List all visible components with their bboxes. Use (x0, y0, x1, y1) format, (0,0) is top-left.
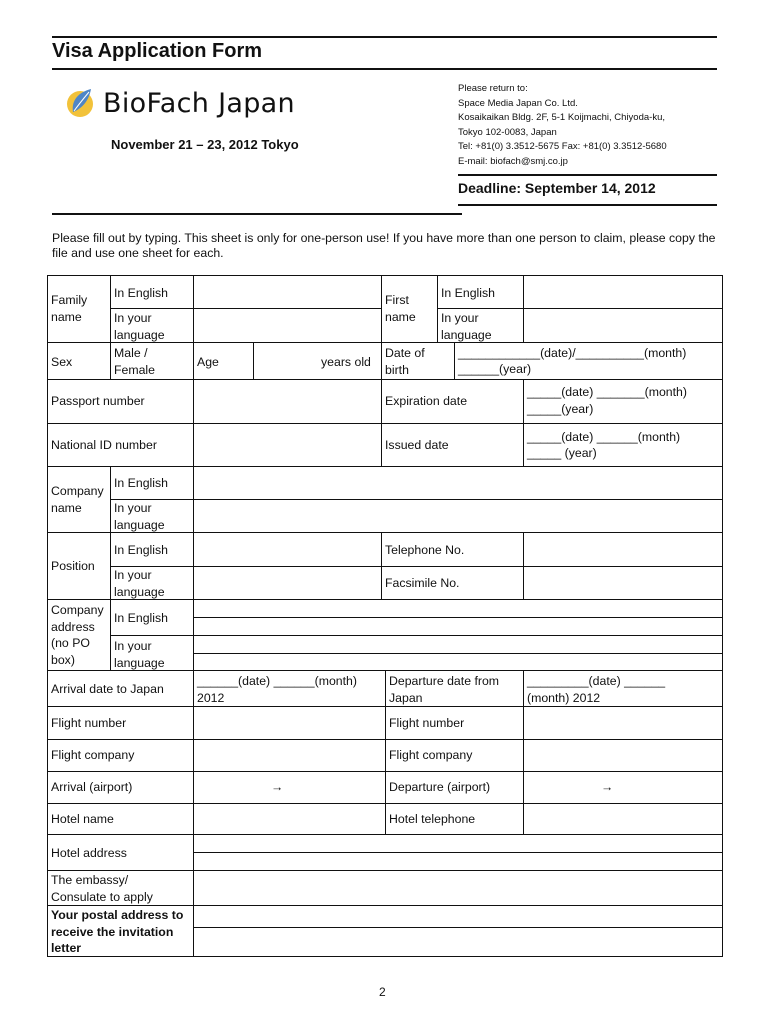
position-native-label: In your language (114, 568, 165, 599)
return-line: Tokyo 102-0083, Japan (458, 126, 557, 138)
family-name-label: Family name (51, 293, 88, 324)
arrival-flight-company-label: Flight company (51, 748, 135, 762)
company-address-label: Company address (no PO box) (51, 603, 104, 667)
arrival-flight-number-field[interactable] (194, 707, 385, 739)
arrival-format-line1[interactable]: ______(date) ______(month) (197, 674, 357, 688)
return-line: E-mail: biofach@smj.co.jp (458, 155, 568, 167)
return-line: Space Media Japan Co. Ltd. (458, 97, 578, 109)
expiration-format-line2[interactable]: _____(year) (527, 402, 594, 416)
hotel-address-field[interactable] (194, 835, 722, 870)
arrival-format-line2[interactable]: 2012 (197, 691, 225, 705)
first-name-native-field[interactable] (524, 309, 722, 342)
departure-format-line2[interactable]: (month) 2012 (527, 691, 601, 705)
age-field[interactable] (254, 343, 318, 379)
family-name-native-field[interactable] (194, 309, 380, 342)
age-label: Age (197, 355, 219, 369)
address-english-label: In English (114, 611, 169, 625)
departure-flight-company-field[interactable] (524, 740, 722, 771)
national-id-label: National ID number (51, 438, 157, 452)
departure-airport-label: Departure (airport) (389, 780, 491, 794)
company-name-label: Company name (51, 484, 104, 515)
departure-date-label: Departure date from Japan (389, 674, 500, 705)
position-english-field[interactable] (194, 533, 380, 566)
postal-address-field[interactable] (194, 906, 722, 956)
return-line: Tel: +81(0) 3.3512-5675 Fax: +81(0) 3.3512-5680 (458, 141, 667, 153)
family-name-native-label: In your language (114, 311, 165, 342)
years-old-label: years old (321, 355, 371, 369)
page-number: 2 (379, 985, 386, 999)
arrival-flight-company-field[interactable] (194, 740, 385, 771)
first-name-english-field[interactable] (524, 276, 722, 308)
address-native-field[interactable] (194, 636, 722, 670)
first-name-english-label: In English (441, 286, 496, 300)
hotel-telephone-label: Hotel telephone (389, 812, 476, 826)
passport-number-label: Passport number (51, 394, 145, 408)
event-date: November 21 – 23, 2012 Tokyo (111, 137, 299, 152)
departure-flight-number-field[interactable] (524, 707, 722, 739)
telephone-label: Telephone No. (385, 543, 465, 557)
expiration-date-label: Expiration date (385, 394, 468, 408)
passport-number-field[interactable] (194, 380, 380, 423)
family-name-english-field[interactable] (194, 276, 380, 308)
first-name-label: First name (385, 293, 416, 324)
hotel-name-field[interactable] (194, 804, 385, 834)
hotel-telephone-field[interactable] (524, 804, 722, 834)
address-native-label: In your language (114, 639, 165, 670)
issued-date-label: Issued date (385, 438, 449, 452)
dob-format-line2[interactable]: ______(year) (458, 362, 532, 376)
facsimile-field[interactable] (524, 567, 722, 599)
hotel-name-label: Hotel name (51, 812, 114, 826)
return-line: Please return to: (458, 83, 528, 94)
first-name-native-label: In your language (441, 311, 492, 342)
issued-format-line1[interactable]: _____(date) ______(month) (527, 430, 681, 444)
departure-arrow-icon: → (601, 780, 614, 794)
dob-format-line1[interactable]: ____________(date)/__________(month) (458, 346, 687, 360)
hotel-address-label: Hotel address (51, 846, 127, 860)
company-english-label: In English (114, 476, 169, 490)
national-id-field[interactable] (194, 424, 380, 466)
family-name-english-label: In English (114, 286, 169, 300)
arrival-arrow-icon: → (271, 780, 284, 794)
departure-flight-company-label: Flight company (389, 748, 473, 762)
company-native-label: In your language (114, 501, 165, 532)
issued-format-line2[interactable]: _____ (year) (527, 446, 597, 460)
page-title: Visa Application Form (52, 40, 263, 62)
sex-options[interactable]: Male / Female (114, 346, 156, 377)
telephone-field[interactable] (524, 533, 722, 566)
date-of-birth-label: Date of birth (385, 346, 425, 377)
departure-flight-number-label: Flight number (389, 716, 465, 730)
departure-format-line1[interactable]: _________(date) ______ (527, 674, 666, 688)
address-english-field[interactable] (194, 600, 722, 635)
arrival-airport-label: Arrival (airport) (51, 780, 133, 794)
position-native-field[interactable] (194, 567, 380, 599)
embassy-label: The embassy/ Consulate to apply (51, 873, 153, 904)
sex-label: Sex (51, 355, 73, 369)
expiration-format-line1[interactable]: _____(date) _______(month) (527, 385, 687, 399)
position-label: Position (51, 559, 95, 573)
embassy-field[interactable] (194, 871, 722, 905)
postal-address-label: Your postal address to receive the invitation letter (51, 908, 184, 955)
facsimile-label: Facsimile No. (385, 576, 460, 590)
company-english-field[interactable] (194, 467, 722, 499)
position-english-label: In English (114, 543, 169, 557)
arrival-flight-number-label: Flight number (51, 716, 127, 730)
company-native-field[interactable] (194, 500, 722, 532)
arrival-date-label: Arrival date to Japan (51, 682, 164, 696)
brand-name: BioFach Japan (103, 87, 295, 119)
return-line: Kosaikaikan Bldg. 2F, 5-1 Koijmachi, Chiyoda-ku, (458, 112, 665, 124)
instructions: Please fill out by typing. This sheet is only for one-person use! If you have more than one person to claim, please copy the file and use one sheet for each. (52, 231, 716, 260)
deadline: Deadline: September 14, 2012 (458, 180, 656, 196)
